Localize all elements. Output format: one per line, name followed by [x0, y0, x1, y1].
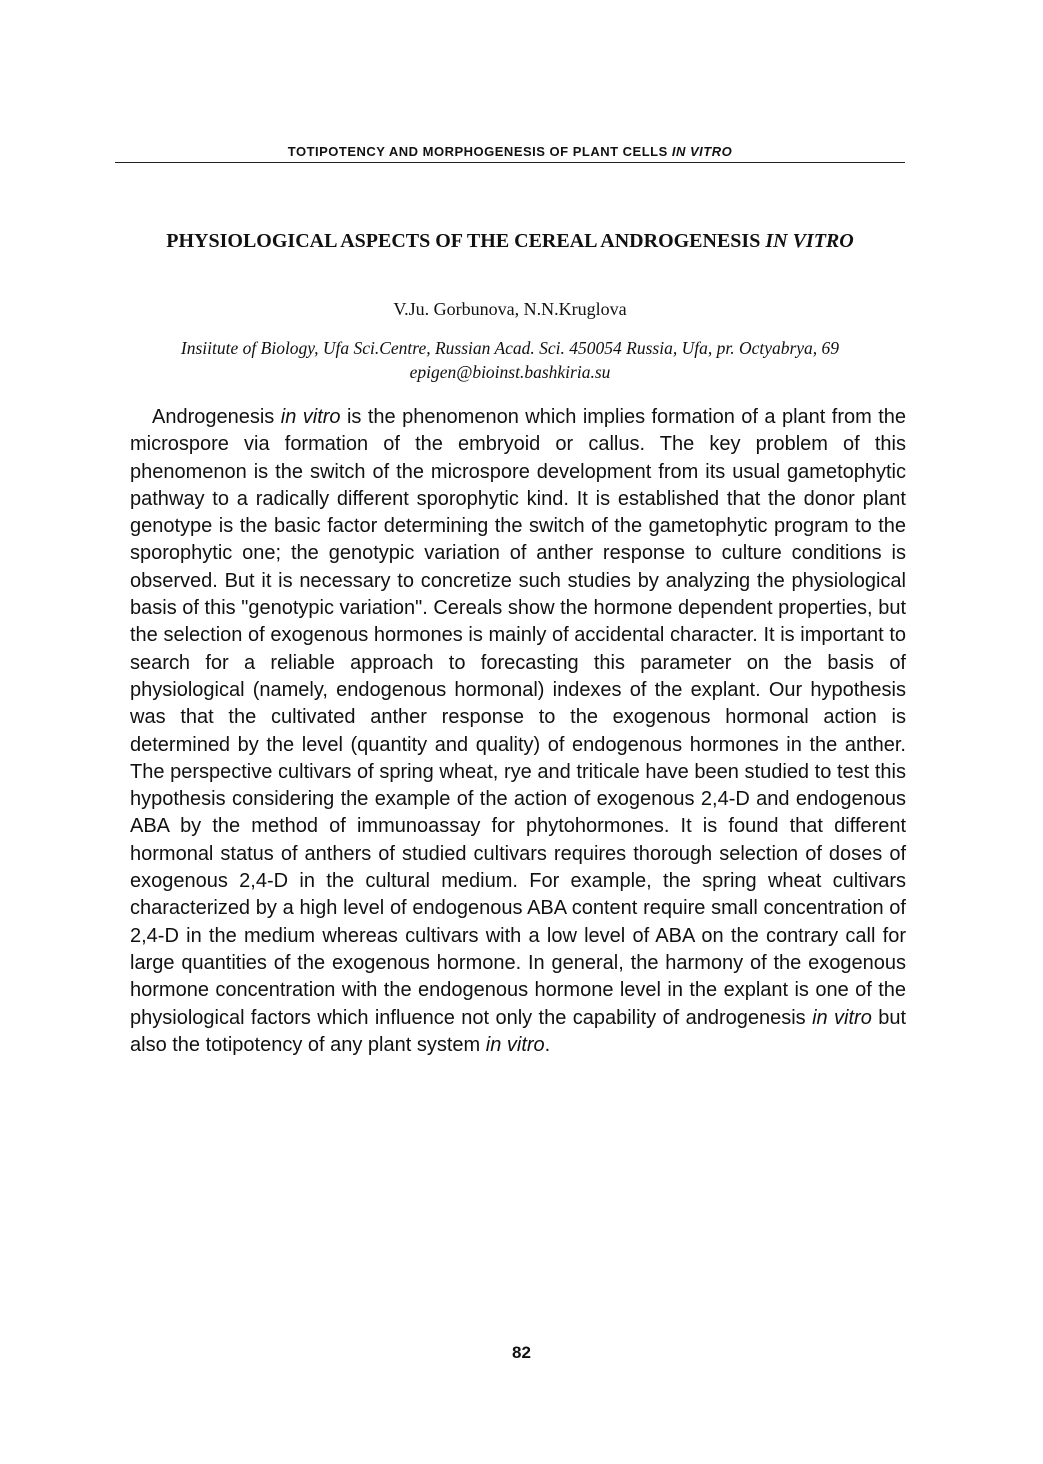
abstract-italic-3: in vitro — [485, 1033, 545, 1056]
running-header-italic: IN VITRO — [671, 144, 733, 159]
page-number: 82 — [512, 1343, 531, 1362]
abstract-italic-1: in vitro — [280, 406, 341, 428]
abstract-text-2: is the phenomenon which implies formation of a plant from the microspore via formation of the embryoid or callus. The key problem of this phenomenon is the switch of the microspore development from its usual gametophytic pathway to a radically different sporophytic kind. It is established that the donor plant genotype is the basic factor determining the switch of the gametophytic program to the sporophytic one; the genotypic variation of anther response to culture conditions is observed. But it is necessary to concretize such studies by analyzing the physiological basis of this "genotypic variation". Cereals show the hormone dependent properties, but the selection of exogenous hormones is mainly of accidental character. It is important to search for a reliable approach to forecasting this parameter on the basis of physiological (namely, endogenous hormonal) indexes of the explant. Our hypothesis was that the cultivated anther response to the exogenous hormonal action is determined by the level (quantity and quality) of endogenous hormones in the anther. The perspective cultivars of spring wheat, rye and triticale have been studied to test this hypothesis considering the example of the action of exogenous 2,4-D and endogenous ABA by the method of immunoassay for phytohormones. It is found that different hormonal status of anthers of studied cultivars requires thorough selection of doses of exogenous 2,4-D in the cultural medium. For example, the spring wheat cultivars characterized by a high level of endogenous ABA content require small concentration of 2,4-D in the medium whereas cultivars with a low level of ABA on the contrary call for large quantities of the exogenous hormone. In general, the harmony of the exogenous hormone concentration with the endogenous hormone level in the explant is one of the physiological factors which influence not only the capability of androgenesis — [130, 406, 906, 1029]
running-header — [115, 144, 905, 163]
abstract-italic-2: in vitro — [812, 1006, 872, 1029]
article-title-italic: IN VITRO — [765, 230, 854, 252]
abstract-text-1: Androgenesis — [152, 406, 281, 428]
article-authors: V.Ju. Gorbunova, N.N.Kruglova — [393, 299, 627, 319]
abstract-paragraph — [130, 404, 906, 1059]
article-affiliation: Insiitute of Biology, Ufa Sci.Centre, Russian Acad. Sci. 450054 Russia, Ufa, pr. Octyabrya, 69 epigen@bioinst.bashkiria.su — [180, 338, 840, 382]
article-title-text: PHYSIOLOGICAL ASPECTS OF THE CEREAL ANDROGENESIS — [166, 230, 766, 252]
running-header-text: TOTIPOTENCY AND MORPHOGENESIS OF PLANT CELLS — [287, 144, 672, 159]
abstract-text-4: . — [544, 1033, 551, 1056]
article-title — [110, 228, 910, 255]
abstract-text-3: but also the totipotency of any plant system — [130, 1006, 907, 1056]
